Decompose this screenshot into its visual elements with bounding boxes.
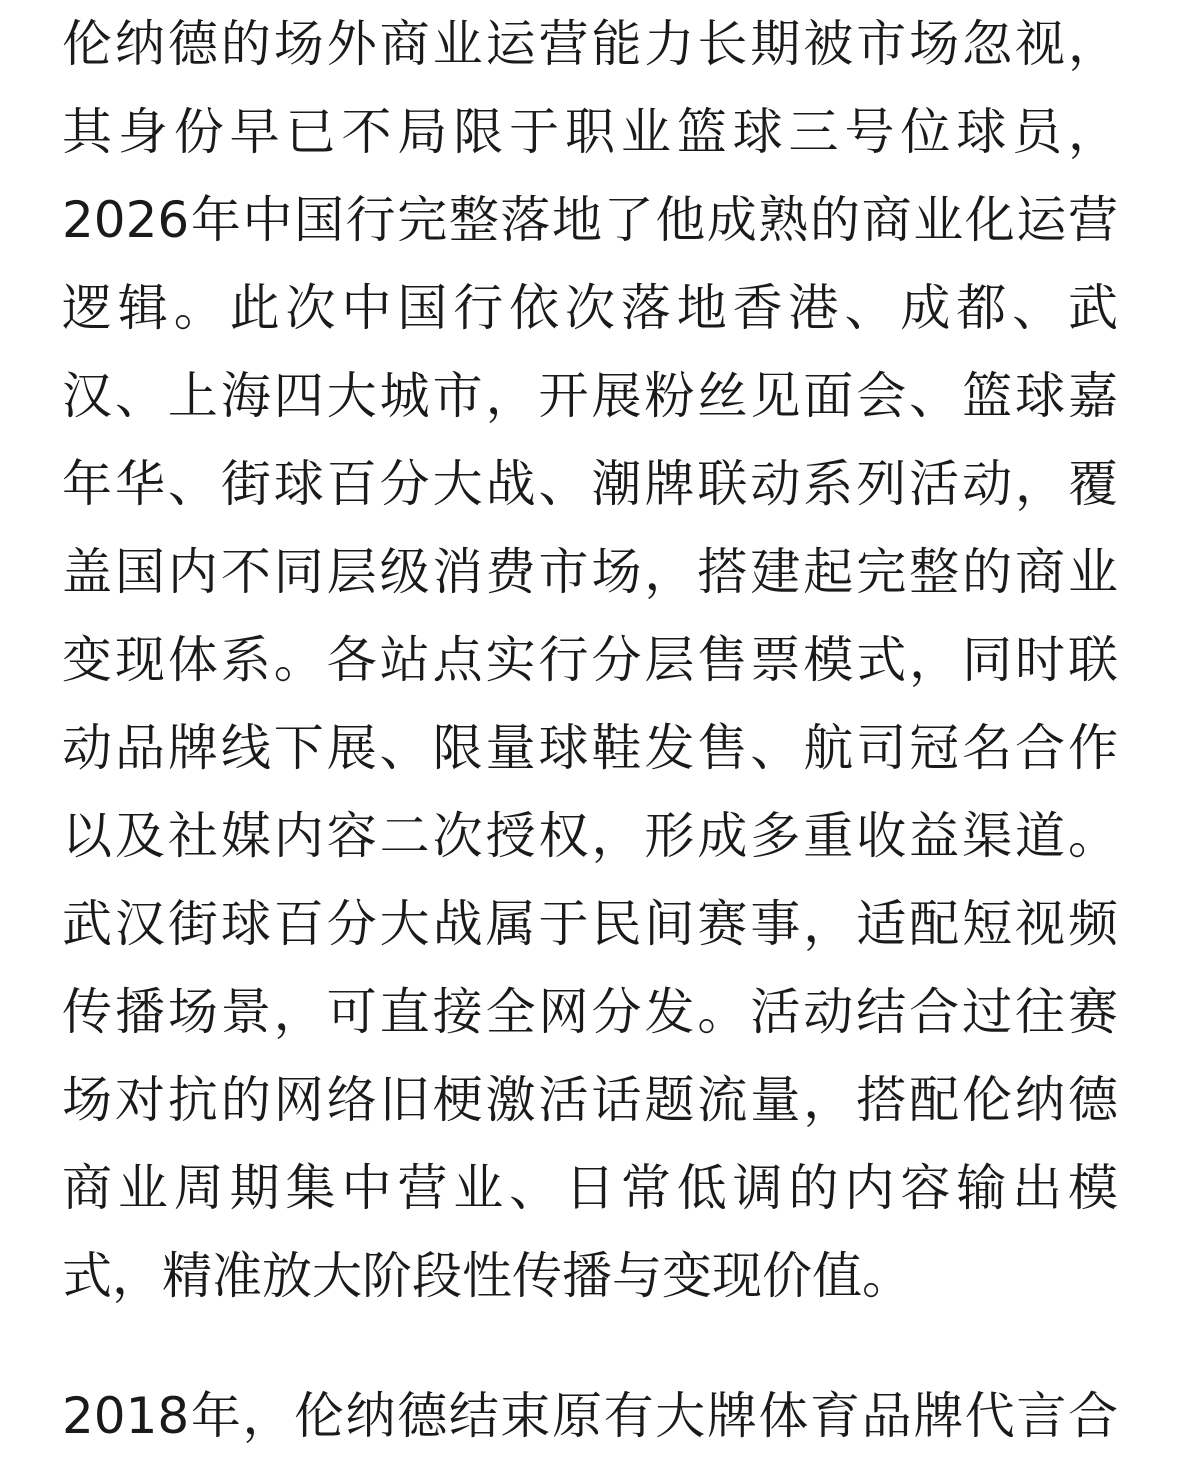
text-line: 商业周期集中营业、日常低调的内容输出模 [62, 1159, 1118, 1217]
text-line: 2018年，伦纳德结束原有大牌体育品牌代言合 [62, 1387, 1118, 1445]
text-line: 变现体系。各站点实行分层售票模式，同时联 [62, 631, 1118, 689]
text-line: 伦纳德的场外商业运营能力长期被市场忽视， [62, 15, 1118, 73]
text-line: 其身份早已不局限于职业篮球三号位球员， [62, 103, 1118, 161]
text-line: 武汉街球百分大战属于民间赛事，适配短视频 [62, 895, 1118, 953]
text-line: 汉、上海四大城市，开展粉丝见面会、篮球嘉 [62, 367, 1118, 425]
text-line: 盖国内不同层级消费市场，搭建起完整的商业 [62, 543, 1118, 601]
text-line: 逻辑。此次中国行依次落地香港、成都、武 [62, 279, 1118, 337]
text-line: 动品牌线下展、限量球鞋发售、航司冠名合作 [62, 719, 1118, 777]
text-line: 2026年中国行完整落地了他成熟的商业化运营 [62, 191, 1118, 249]
text-line: 年华、街球百分大战、潮牌联动系列活动，覆 [62, 455, 1118, 513]
text-line: 传播场景，可直接全网分发。活动结合过往赛 [62, 983, 1118, 1041]
text-line: 以及社媒内容二次授权，形成多重收益渠道。 [62, 807, 1118, 865]
text-line: 场对抗的网络旧梗激活话题流量，搭配伦纳德 [62, 1071, 1118, 1129]
text-line: 式，精准放大阶段性传播与变现价值。 [62, 1247, 912, 1305]
